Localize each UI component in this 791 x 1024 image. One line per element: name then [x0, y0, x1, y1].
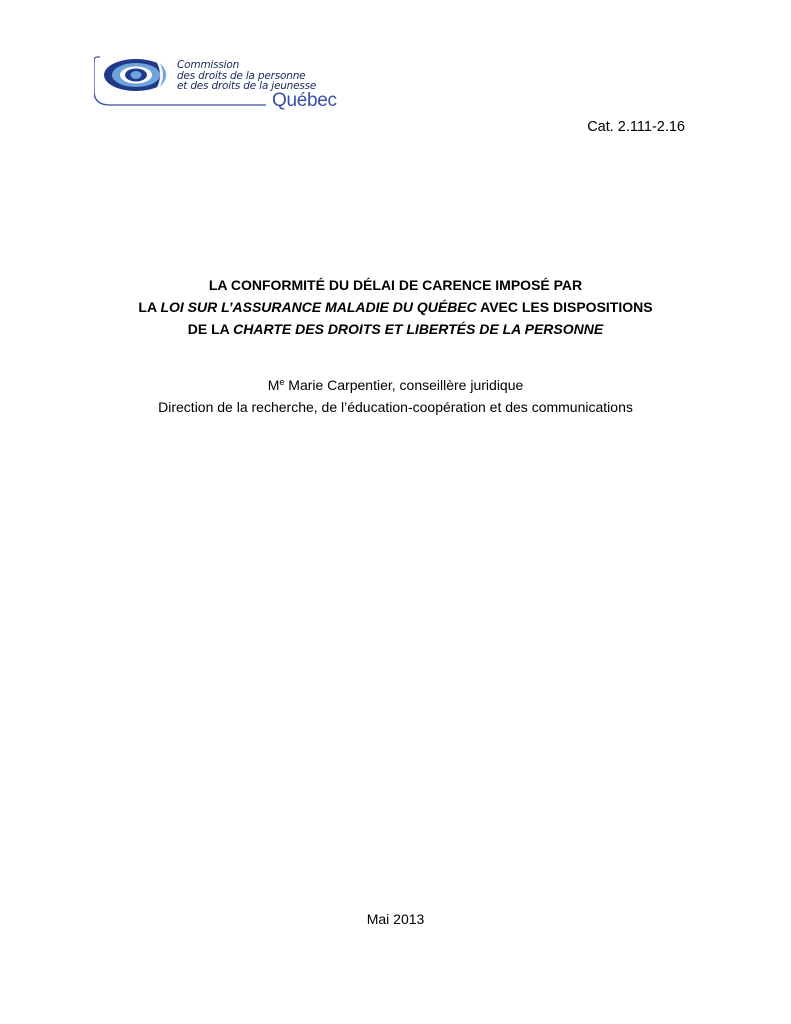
title-line-1: LA CONFORMITÉ DU DÉLAI DE CARENCE IMPOSÉ PAR	[208, 277, 583, 293]
author-honorific-superscript: e	[279, 377, 285, 387]
organization-name-line3: et des droits de la jeunesse	[177, 80, 317, 92]
author-name-role: Marie Carpentier, conseillère juridique	[284, 377, 524, 393]
author-info	[0, 371, 791, 418]
author-honorific: M	[267, 377, 280, 393]
organization-name-line2: des droits de la personne	[177, 69, 306, 82]
publication-date: Mai 2013	[366, 911, 425, 927]
title-line-3	[0, 318, 791, 340]
document-title	[0, 274, 791, 340]
charter-title: CHARTE DES DROITS ET LIBERTÉS DE LA PERSONNE	[233, 321, 604, 337]
title-line-3-prefix: DE LA	[187, 321, 234, 337]
title-line-2-suffix: AVEC LES DISPOSITIONS	[476, 299, 653, 315]
catalog-number: Cat. 2.111-2.16	[587, 119, 685, 135]
province-name: Québec	[272, 90, 337, 111]
author-department: Direction de la recherche, de l’éducation-coopération et des communications	[158, 399, 633, 415]
organization-logo	[94, 53, 337, 117]
organization-name	[177, 60, 316, 92]
title-line-2	[0, 296, 791, 318]
author-line	[0, 371, 791, 396]
title-line-2-prefix: LA	[138, 299, 161, 315]
law-title: LOI SUR L’ASSURANCE MALADIE DU QUÉBEC	[160, 299, 477, 315]
organization-name-line1: Commission	[177, 59, 240, 71]
